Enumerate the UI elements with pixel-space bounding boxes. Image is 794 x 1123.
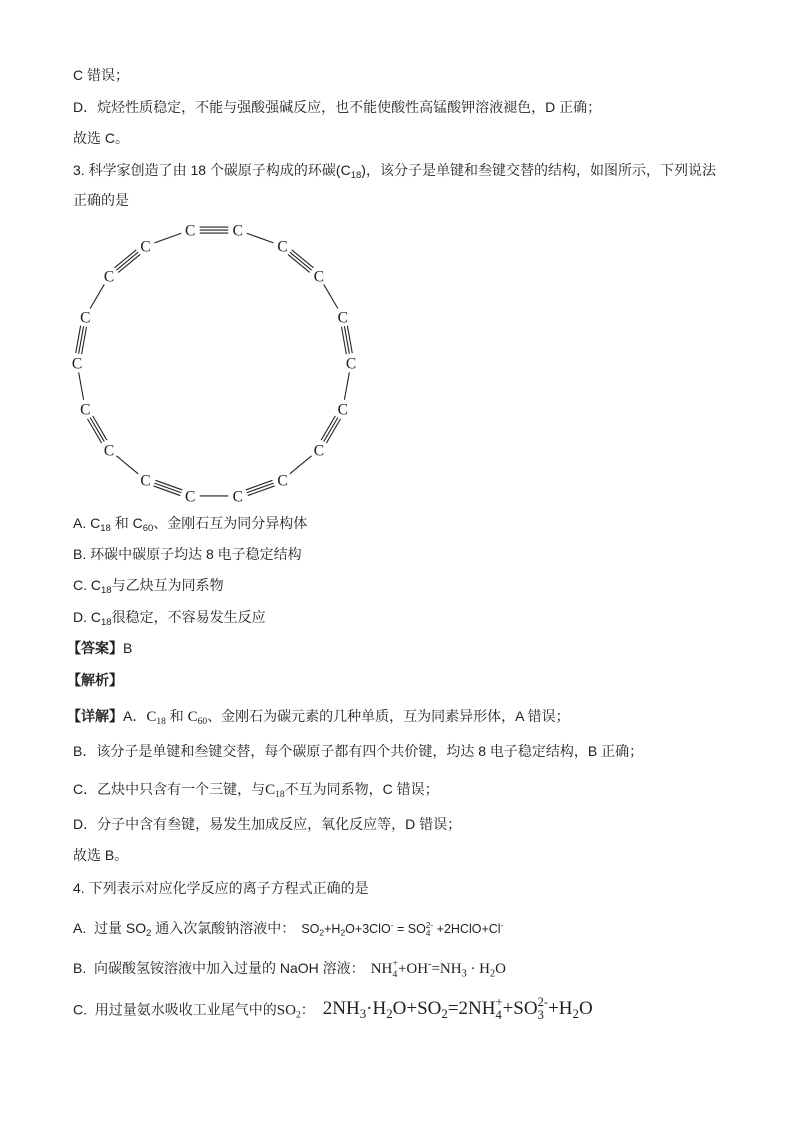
chemical-formula: C — [187, 709, 198, 725]
q3-conclusion — [73, 845, 128, 865]
bond-line — [116, 252, 138, 270]
detail-label: 【详解】 — [67, 708, 123, 724]
text-run: )，该分子是单键和叁键交替的结构，如图所示，下列说法 — [361, 162, 716, 178]
answer-value: B — [123, 640, 133, 656]
equation-run: O — [495, 961, 506, 978]
q3-detail-a — [67, 706, 570, 732]
superscript: 2- — [425, 920, 434, 930]
bond-line — [324, 284, 338, 308]
superscript: - — [428, 959, 432, 970]
text-run: B．该分子是单键和叁键交替，每个碳原子都有四个共价键，均达 8 电子稳定结构，B 正确； — [73, 743, 644, 759]
bond-line — [290, 456, 312, 474]
text-run: D．烷烃性质稳定，不能与强酸强碱反应，也不能使酸性高锰酸钾溶液褪色，D 正确； — [73, 99, 602, 115]
text-run: A. C — [73, 515, 101, 531]
subscript: 2 — [386, 1006, 393, 1022]
text-run: 、金刚石互为同分异构体 — [153, 515, 308, 531]
subscript: 60 — [142, 523, 154, 535]
carbon-atom-label: C — [337, 401, 348, 419]
text-run: 故选 C。 — [73, 130, 129, 146]
answer-label: 【答案】 — [67, 640, 123, 656]
q3-option-d — [73, 607, 266, 633]
single-bond — [324, 284, 338, 308]
carbon-atom-label: C — [337, 309, 348, 327]
bond-line — [292, 250, 314, 268]
ionic-equation — [322, 995, 593, 1023]
q3-option-b — [73, 544, 302, 564]
single-bond — [344, 372, 349, 399]
carbon-atom-label: C — [103, 268, 115, 286]
triple-bond — [341, 326, 352, 355]
subscript: 3 — [537, 1008, 544, 1023]
bond-line — [87, 419, 101, 443]
text-run: 不互为同系物，C 错误； — [284, 781, 439, 797]
carbon-atom-label: C — [80, 401, 91, 419]
single-bond — [116, 456, 138, 474]
bond-line — [324, 417, 338, 441]
subscript: 18 — [275, 790, 285, 801]
q2-option-c-verdict — [73, 65, 129, 85]
bond-line — [93, 416, 107, 440]
equation-run: NH — [370, 961, 393, 978]
text-run: A. 过量 SO — [73, 920, 147, 937]
triple-bond — [246, 480, 275, 495]
text-run: B. 向碳酸氢铵溶液中加入过量的 NaOH 溶液： — [73, 960, 365, 977]
equation-run: 2NH — [322, 998, 360, 1020]
carbon-atom-label: C — [232, 488, 243, 506]
subscript: 2 — [441, 1006, 448, 1022]
carbon-atom-label: C — [185, 222, 196, 240]
charge-and-subscript — [496, 996, 503, 1022]
q3-stem-line-2 — [73, 190, 129, 210]
carbon-atom-label: C — [277, 238, 288, 256]
q3-detail-b — [73, 741, 643, 761]
q3-detail-c — [73, 779, 439, 805]
bond-line — [90, 417, 104, 441]
subscript: 18 — [156, 717, 166, 728]
text-run: A． — [123, 708, 147, 724]
text-run: B. 环碳中碳原子均达 8 电子稳定结构 — [73, 546, 302, 562]
bond-line — [154, 233, 181, 243]
q3-detail-d — [73, 814, 461, 834]
subscript: 18 — [100, 523, 111, 535]
carbon-atom-label: C — [232, 222, 243, 240]
subscript: 2 — [572, 1006, 579, 1022]
superscript: + — [495, 995, 503, 1009]
triple-bond — [87, 416, 106, 443]
text-run: D．分子中含有叁键，易发生加成反应，氧化反应等，D 错误； — [73, 816, 462, 832]
q4-option-c — [73, 996, 593, 1025]
carbon-atom-label: C — [140, 472, 151, 490]
text-run: C．乙炔中只含有一个三键，与 — [73, 781, 266, 797]
equation-run: +OH — [397, 961, 429, 978]
subscript: 4 — [392, 968, 398, 980]
text-run: C. C — [73, 577, 101, 593]
triple-bond — [153, 480, 182, 495]
q2-option-d-explanation — [73, 97, 601, 117]
carbon-atom-label: C — [313, 442, 325, 460]
equation-run: · H — [466, 961, 491, 978]
chemical-formula: C — [146, 709, 157, 725]
equation-run: =NH — [431, 961, 462, 978]
subscript: 2 — [340, 927, 346, 938]
superscript: 2- — [537, 995, 549, 1009]
charge-and-subscript — [538, 996, 548, 1022]
q2-conclusion — [73, 128, 129, 148]
bond-line — [288, 254, 310, 272]
triple-bond — [200, 227, 229, 233]
subscript: 2 — [319, 927, 325, 938]
subscript: 4 — [425, 929, 431, 939]
subscript: 18 — [101, 617, 112, 629]
equation-run: SO — [301, 922, 320, 937]
carbon-atom-label: C — [80, 309, 91, 327]
text-run: 通入次氯酸钠溶液中： — [151, 920, 296, 937]
q3-option-a — [73, 513, 307, 539]
chemical-formula: C — [265, 782, 276, 798]
subscript: 2 — [490, 968, 496, 980]
carbon-atom-label: C — [345, 355, 357, 373]
equation-run: +H — [324, 922, 341, 937]
q3-stem-line-1 — [73, 160, 716, 186]
subscript: 2 — [295, 1010, 301, 1021]
text-run: 正确的是 — [73, 192, 129, 208]
triple-bond — [114, 250, 140, 273]
subscript: 3 — [461, 968, 467, 980]
bond-line — [321, 416, 335, 440]
equation-run: O — [578, 998, 593, 1020]
equation-run: +H — [548, 998, 573, 1020]
q4-option-b — [73, 955, 506, 984]
text-run: 和 C — [110, 515, 143, 531]
carbon-atom-label: C — [71, 355, 83, 373]
carbon-atom-label: C — [185, 488, 196, 506]
bond-line — [290, 252, 312, 270]
single-bond — [290, 456, 312, 474]
text-run: ： — [300, 1001, 315, 1018]
ionic-equation — [301, 920, 504, 939]
single-bond — [154, 233, 181, 243]
carbon-atom-label: C — [313, 268, 325, 286]
analysis-label: 【解析】 — [67, 672, 123, 688]
equation-run: = SO — [393, 922, 426, 937]
atom-layer — [72, 223, 356, 506]
subscript: 60 — [197, 717, 208, 728]
text-run: 与乙炔互为同系物 — [111, 577, 224, 593]
superscript: - — [500, 920, 504, 930]
triple-bond — [321, 416, 340, 443]
bond-line — [79, 372, 84, 399]
text-run: 很稳定，不容易发生反应 — [111, 609, 266, 625]
subscript: 18 — [350, 170, 362, 182]
equation-run: =2NH — [447, 998, 496, 1020]
superscript: - — [390, 920, 394, 930]
carbon-atom-label: C — [103, 442, 115, 460]
subscript: 2 — [146, 928, 152, 940]
equation-run: ·H — [366, 998, 387, 1020]
single-bond — [247, 233, 274, 243]
ionic-equation — [370, 958, 506, 980]
bond-line — [247, 233, 274, 243]
single-bond — [90, 284, 104, 308]
q4-option-a — [73, 915, 503, 944]
bond-line — [326, 419, 340, 443]
cyclocarbon-c18-structure-diagram — [60, 210, 370, 515]
bond-line — [118, 254, 140, 272]
text-run: 故选 B。 — [73, 847, 129, 863]
text-run: C 错误； — [73, 67, 129, 83]
single-bond — [79, 372, 84, 399]
q3-answer — [67, 638, 132, 658]
text-run: 和 — [165, 708, 188, 724]
text-run: C. 用过量氨水吸收工业尾气中的 — [73, 1001, 277, 1018]
q3-option-c — [73, 575, 224, 601]
text-run: 、金刚石为碳元素的几种单质，互为同素异形体，A 错误； — [207, 708, 570, 724]
bond-line — [114, 250, 136, 268]
chemical-formula: SO — [276, 1002, 296, 1019]
bond-line — [90, 284, 104, 308]
triple-bond — [76, 326, 87, 355]
carbon-atom-label: C — [140, 238, 151, 256]
bond-line — [116, 456, 138, 474]
bond-line — [344, 372, 349, 399]
triple-bond — [288, 250, 314, 273]
q4-stem — [73, 878, 369, 898]
carbon-atom-label: C — [277, 472, 288, 490]
subscript: 4 — [495, 1008, 502, 1023]
text-run: D. C — [73, 609, 101, 625]
superscript: + — [392, 958, 398, 970]
equation-run: O+3ClO — [345, 922, 391, 937]
subscript: 18 — [101, 585, 112, 597]
equation-run: +2HClO+Cl — [433, 922, 501, 937]
equation-run: O+SO — [392, 998, 442, 1020]
bond-layer — [76, 227, 353, 496]
text-run: 3. 科学家创造了由 18 个碳原子构成的环碳(C — [73, 162, 351, 178]
q3-analysis-heading — [67, 670, 123, 690]
subscript: 3 — [359, 1006, 367, 1022]
text-run: 4. 下列表示对应化学反应的离子方程式正确的是 — [73, 880, 369, 896]
equation-run: +SO — [502, 998, 538, 1020]
